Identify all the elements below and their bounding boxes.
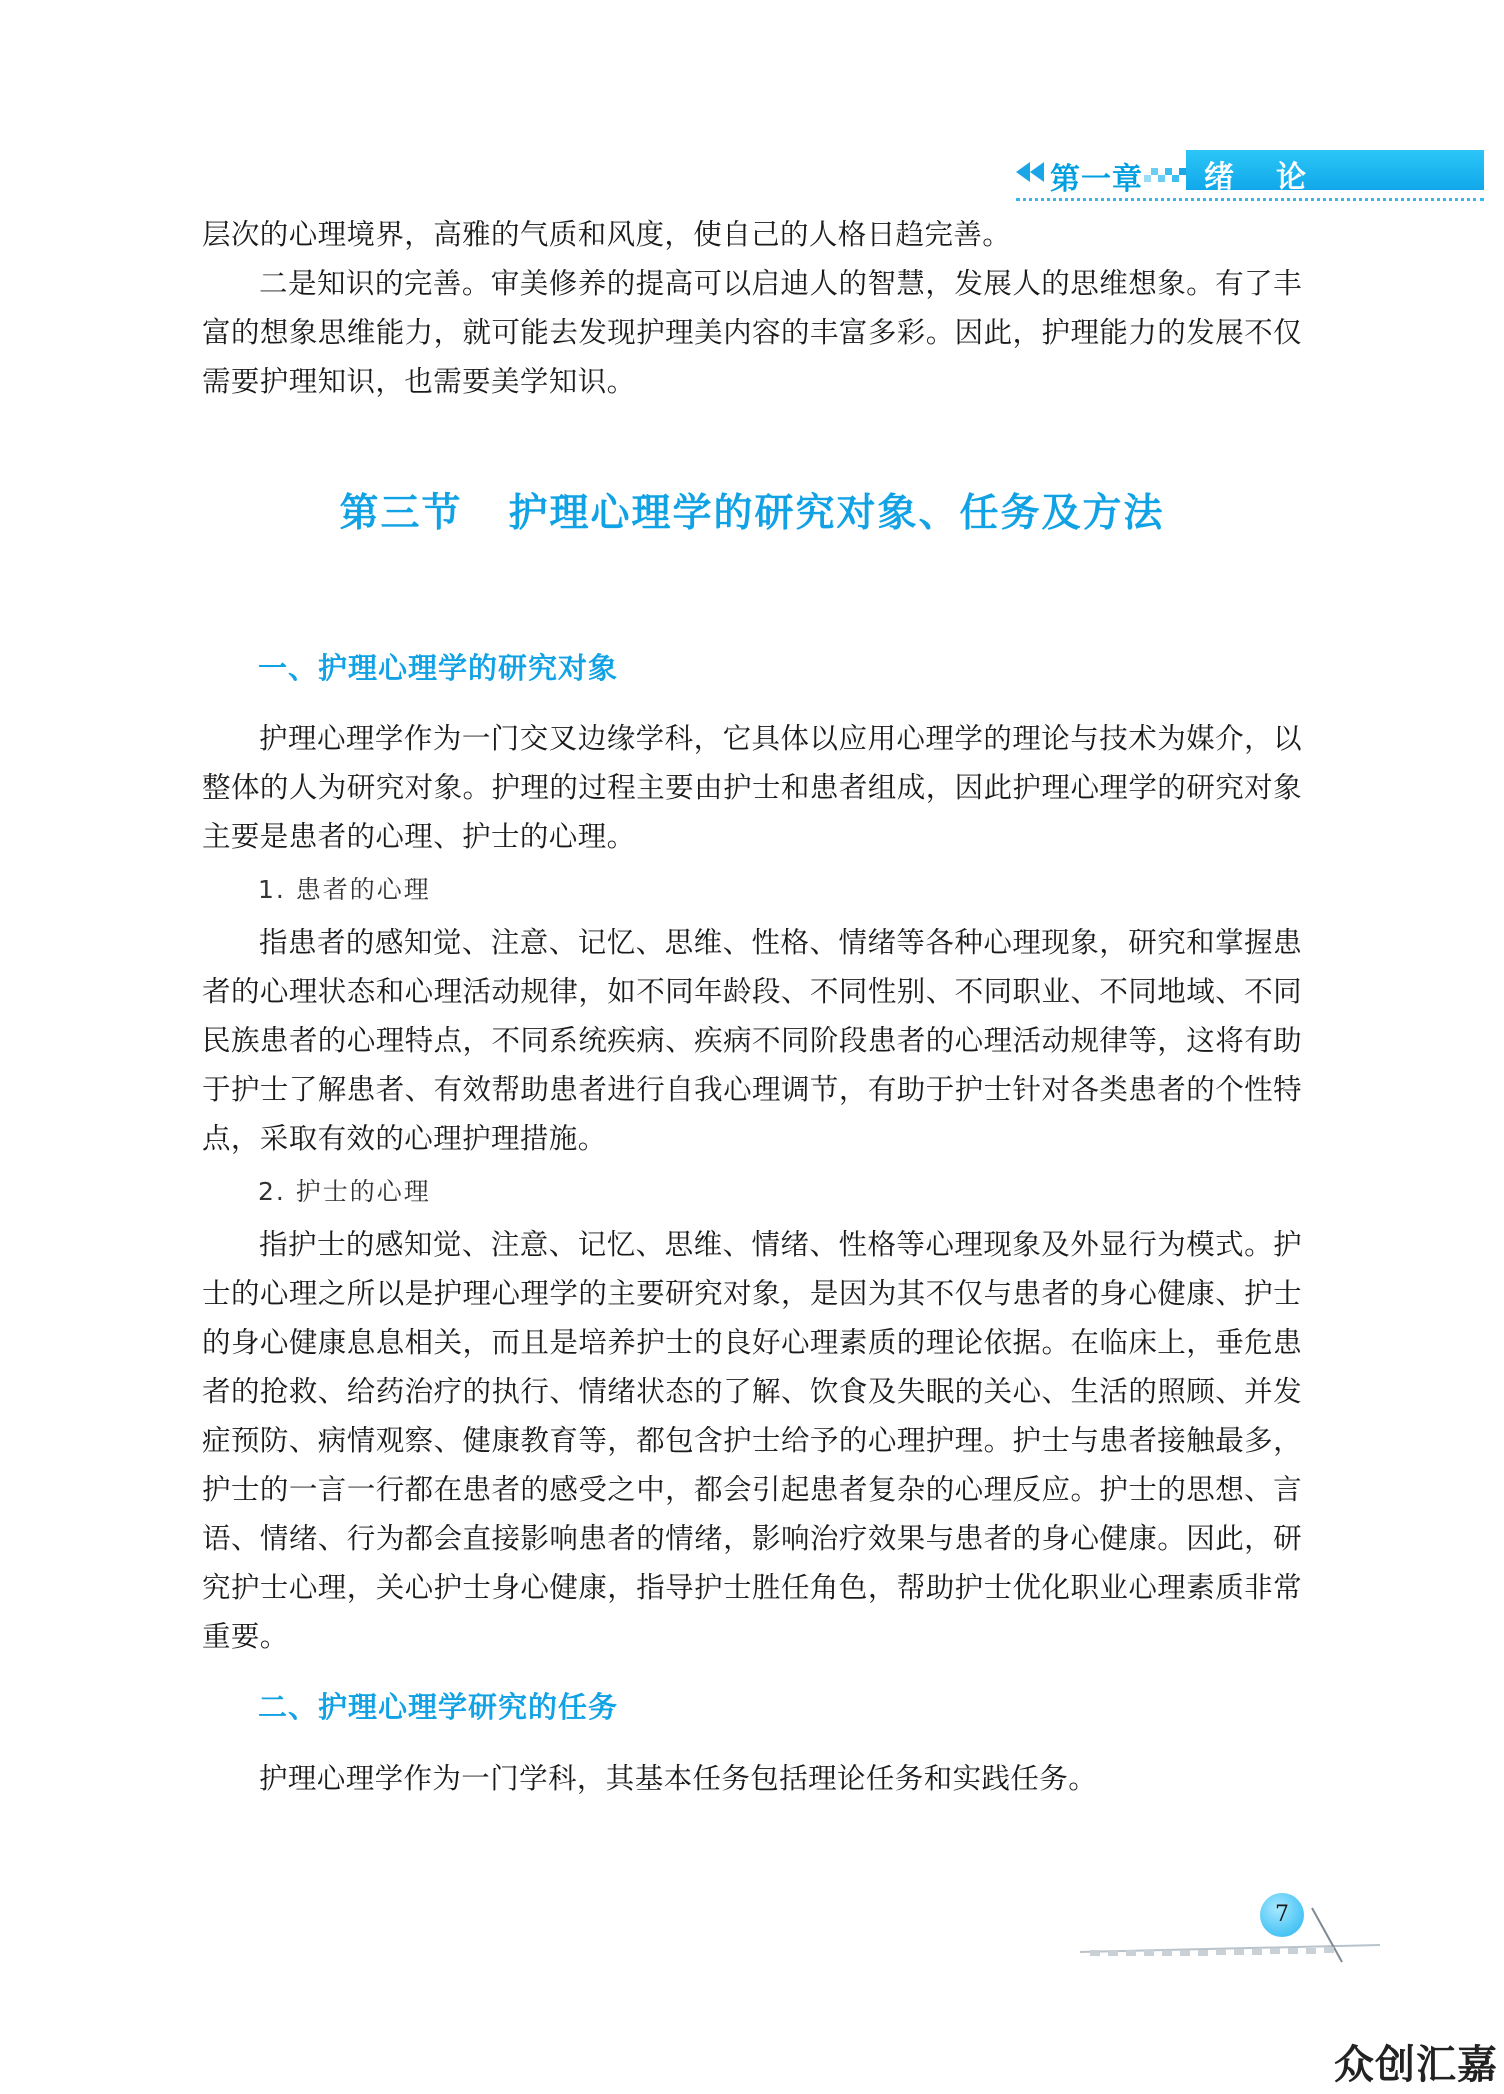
subsection-heading-research-object: 一、护理心理学的研究对象 — [258, 651, 619, 685]
chapter-title: 绪论 — [1204, 160, 1348, 195]
continuation-paragraph: 层次的心理境界，高雅的气质和风度，使自己的人格日趋完善。 — [202, 218, 1012, 251]
page-number: 7 — [1260, 1893, 1304, 1937]
item-heading-nurse-psychology: 2. 护士的心理 — [258, 1177, 431, 1206]
footer-decoration-icon — [1080, 1900, 1380, 1970]
section-heading — [202, 482, 1302, 538]
page-content — [202, 210, 1302, 1803]
section-number: 第三节 — [339, 491, 463, 536]
tasks-paragraph: 护理心理学作为一门学科，其基本任务包括理论任务和实践任务。 — [259, 1762, 1098, 1795]
chapter-label: 第一章 — [1050, 162, 1143, 197]
patient-psychology-paragraph: 指患者的感知觉、注意、记忆、思维、性格、情绪等各种心理现象，研究和掌握患者的心理状态和心理活动规律，如不同年龄段、不同性别、不同职业、不同地域、不同民族患者的心理特点，不同系统疾病、疾病不同阶段患者的心理活动规律等，这将有助于护士了解患者、有效帮助患者进行自我心理调节，有助于护士针对各类患者的个性特点，采取有效的心理护理措施。 — [202, 926, 1302, 1155]
nurse-psychology-paragraph: 指护士的感知觉、注意、记忆、思维、情绪、性格等心理现象及外显行为模式。护士的心理之所以是护理心理学的主要研究对象，是因为其不仅与患者的身心健康、护士的身心健康息息相关，而且是培养护士的良好心理素质的理论依据。在临床上，垂危患者的抢救、给药治疗的执行、情绪状态的了解、饮食及失眠的关心、生活的照顾、并发症预防、病情观察、健康教育等，都包含护士给予的心理护理。护士与患者接触最多，护士的一言一行都在患者的感受之中，都会引起患者复杂的心理反应。护士的思想、言语、情绪、行为都会直接影响患者的情绪，影响治疗效果与患者的身心健康。因此，研究护士心理，关心护士身心健康，指导护士胜任角色，帮助护士优化职业心理素质非常重要。 — [202, 1228, 1302, 1653]
item-heading-patient-psychology: 1. 患者的心理 — [258, 875, 431, 904]
watermark: 众创汇嘉 — [1334, 2042, 1498, 2088]
section-title: 护理心理学的研究对象、任务及方法 — [508, 491, 1165, 536]
research-object-paragraph: 护理心理学作为一门交叉边缘学科，它具体以应用心理学的理论与技术为媒介，以整体的人为研究对象。护理的过程主要由护士和患者组成，因此护理心理学的研究对象主要是患者的心理、护士的心理。 — [202, 722, 1302, 853]
double-arrow-left-icon — [1016, 162, 1044, 182]
running-header — [1016, 150, 1484, 197]
knowledge-paragraph: 二是知识的完善。审美修养的提高可以启迪人的智慧，发展人的思维想象。有了丰富的想象思维能力，就可能去发现护理美内容的丰富多彩。因此，护理能力的发展不仅需要护理知识，也需要美学知识。 — [202, 267, 1302, 398]
subsection-heading-tasks: 二、护理心理学研究的任务 — [258, 1690, 619, 1724]
header-dotted-rule — [1016, 194, 1484, 201]
